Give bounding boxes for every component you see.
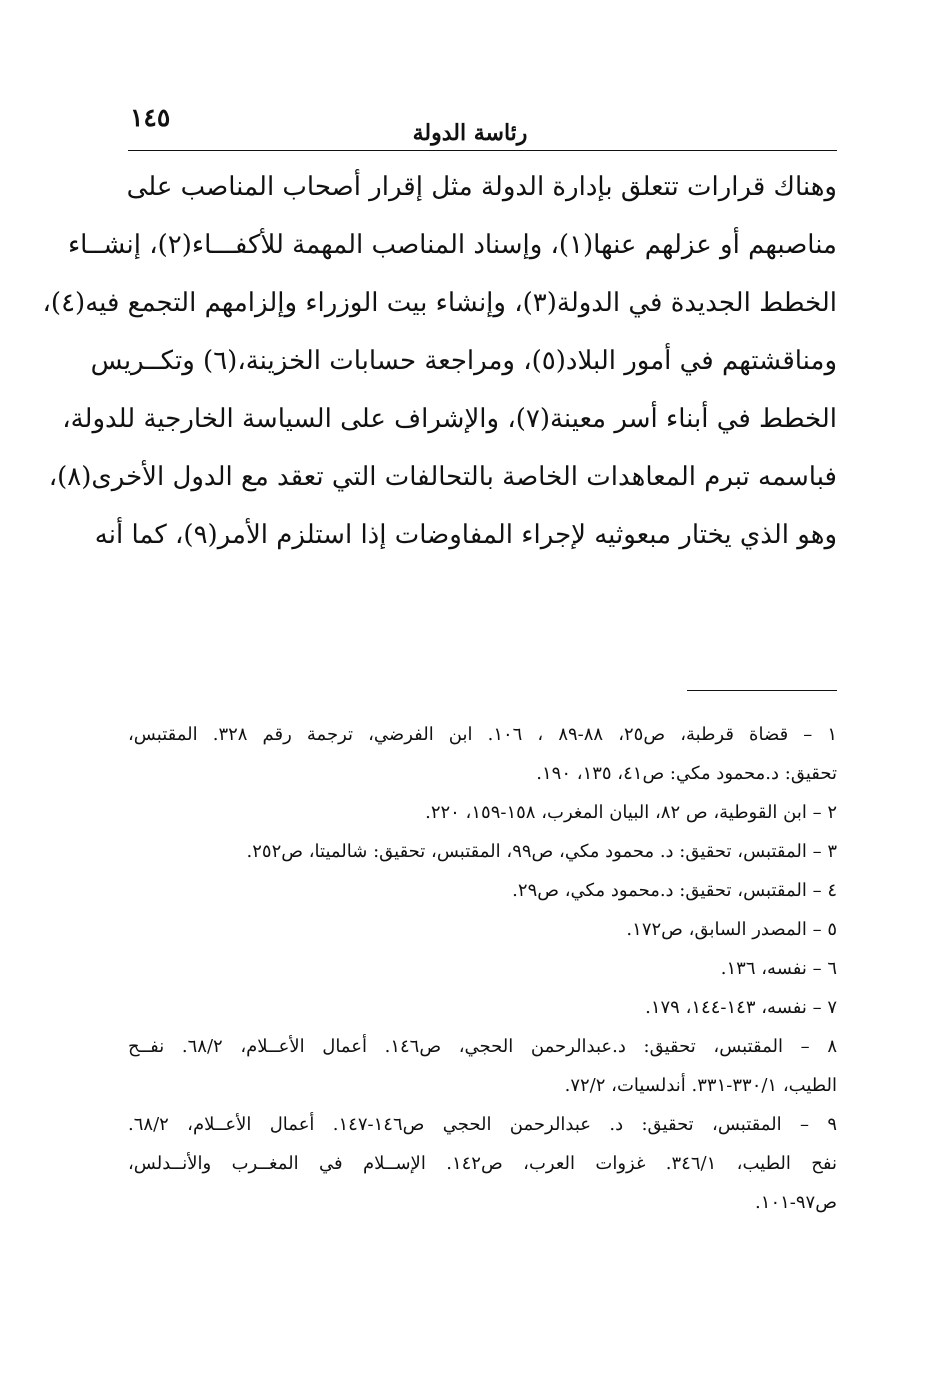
body-line: مناصبهم أو عزلهم عنها(١)، وإسناد المناصب المهمة للأكفـــاء(٢)، إنشــاء <box>67 230 837 260</box>
footnote-line: ١ – قضاة قرطبة، ص٢٥، ٨٨-٨٩ ، ١٠٦. ابن الفرضي، ترجمة رقم ٣٢٨. المقتبس، <box>128 724 838 745</box>
body-line: الخطط في أبناء أسر معينة(٧)، والإشراف على السياسة الخارجية للدولة، <box>62 404 837 434</box>
body-line: وهو الذي يختار مبعوثيه لإجراء المفاوضات إذا استلزم الأمر(٩)، كما أنه <box>94 520 837 550</box>
header-rule <box>128 150 837 151</box>
footnotes <box>128 720 837 1227</box>
page-number: ١٤٥ <box>130 103 171 132</box>
body-line: فباسمه تبرم المعاهدات الخاصة بالتحالفات التي تعقد مع الدول الأخرى(٨)، <box>48 462 837 492</box>
footnote-line: تحقيق: د.محمود مكي: ص٤١، ١٣٥، ١٩٠. <box>536 763 837 784</box>
footnote-line: نفح الطيب، ٣٤٦/١. غزوات العرب، ص١٤٢. الإســلام في المغــرب والأنــدلس، <box>128 1153 837 1174</box>
footnote-line: ٢ – ابن القوطية، ص ٨٢، البيان المغرب، ١٥٨-١٥٩، ٢٢٠. <box>425 802 837 823</box>
footnote-line: ٥ – المصدر السابق، ص١٧٢. <box>626 919 837 940</box>
footnote-line: ٦ – نفسه، ١٣٦. <box>720 958 837 979</box>
body-text <box>42 162 837 568</box>
footnote-line: ٧ – نفسه، ١٤٣-١٤٤، ١٧٩. <box>645 997 837 1018</box>
footnote-line: ص٩٧-١٠١. <box>755 1192 837 1213</box>
body-line: ومناقشتهم في أمور البلاد(٥)، ومراجعة حسابات الخزينة،(٦) وتكــريس <box>90 346 837 376</box>
body-line: الخطط الجديدة في الدولة(٣)، وإنشاء بيت الوزراء وإلزامهم التجمع فيه(٤)، <box>42 288 837 318</box>
footnote-line: ٣ – المقتبس، تحقيق: د. محمود مكي، ص٩٩، المقتبس، تحقيق: شالميتا، ص٢٥٢. <box>246 841 837 862</box>
footnote-line: الطيب، ٣٣٠/١-٣٣١. أندلسيات، ٧٢/٢. <box>564 1075 837 1096</box>
footnote-line: ٨ – المقتبس، تحقيق: د.عبدالرحمن الحجي، ص١٤٦. أعمال الأعــلام، ٦٨/٢. نفــح <box>128 1036 837 1057</box>
footnote-line: ٤ – المقتبس، تحقيق: د.محمود مكي، ص٢٩. <box>512 880 837 901</box>
running-title: رئاسة الدولة <box>412 120 528 146</box>
body-line: وهناك قرارات تتعلق بإدارة الدولة مثل إقرار أصحاب المناصب على <box>126 172 837 202</box>
footnote-rule <box>687 690 837 691</box>
footnote-line: ٩ – المقتبس، تحقيق: د. عبدالرحمن الحجي ص١٤٦-١٤٧. أعمال الأعــلام، ٦٨/٢. <box>128 1114 837 1135</box>
